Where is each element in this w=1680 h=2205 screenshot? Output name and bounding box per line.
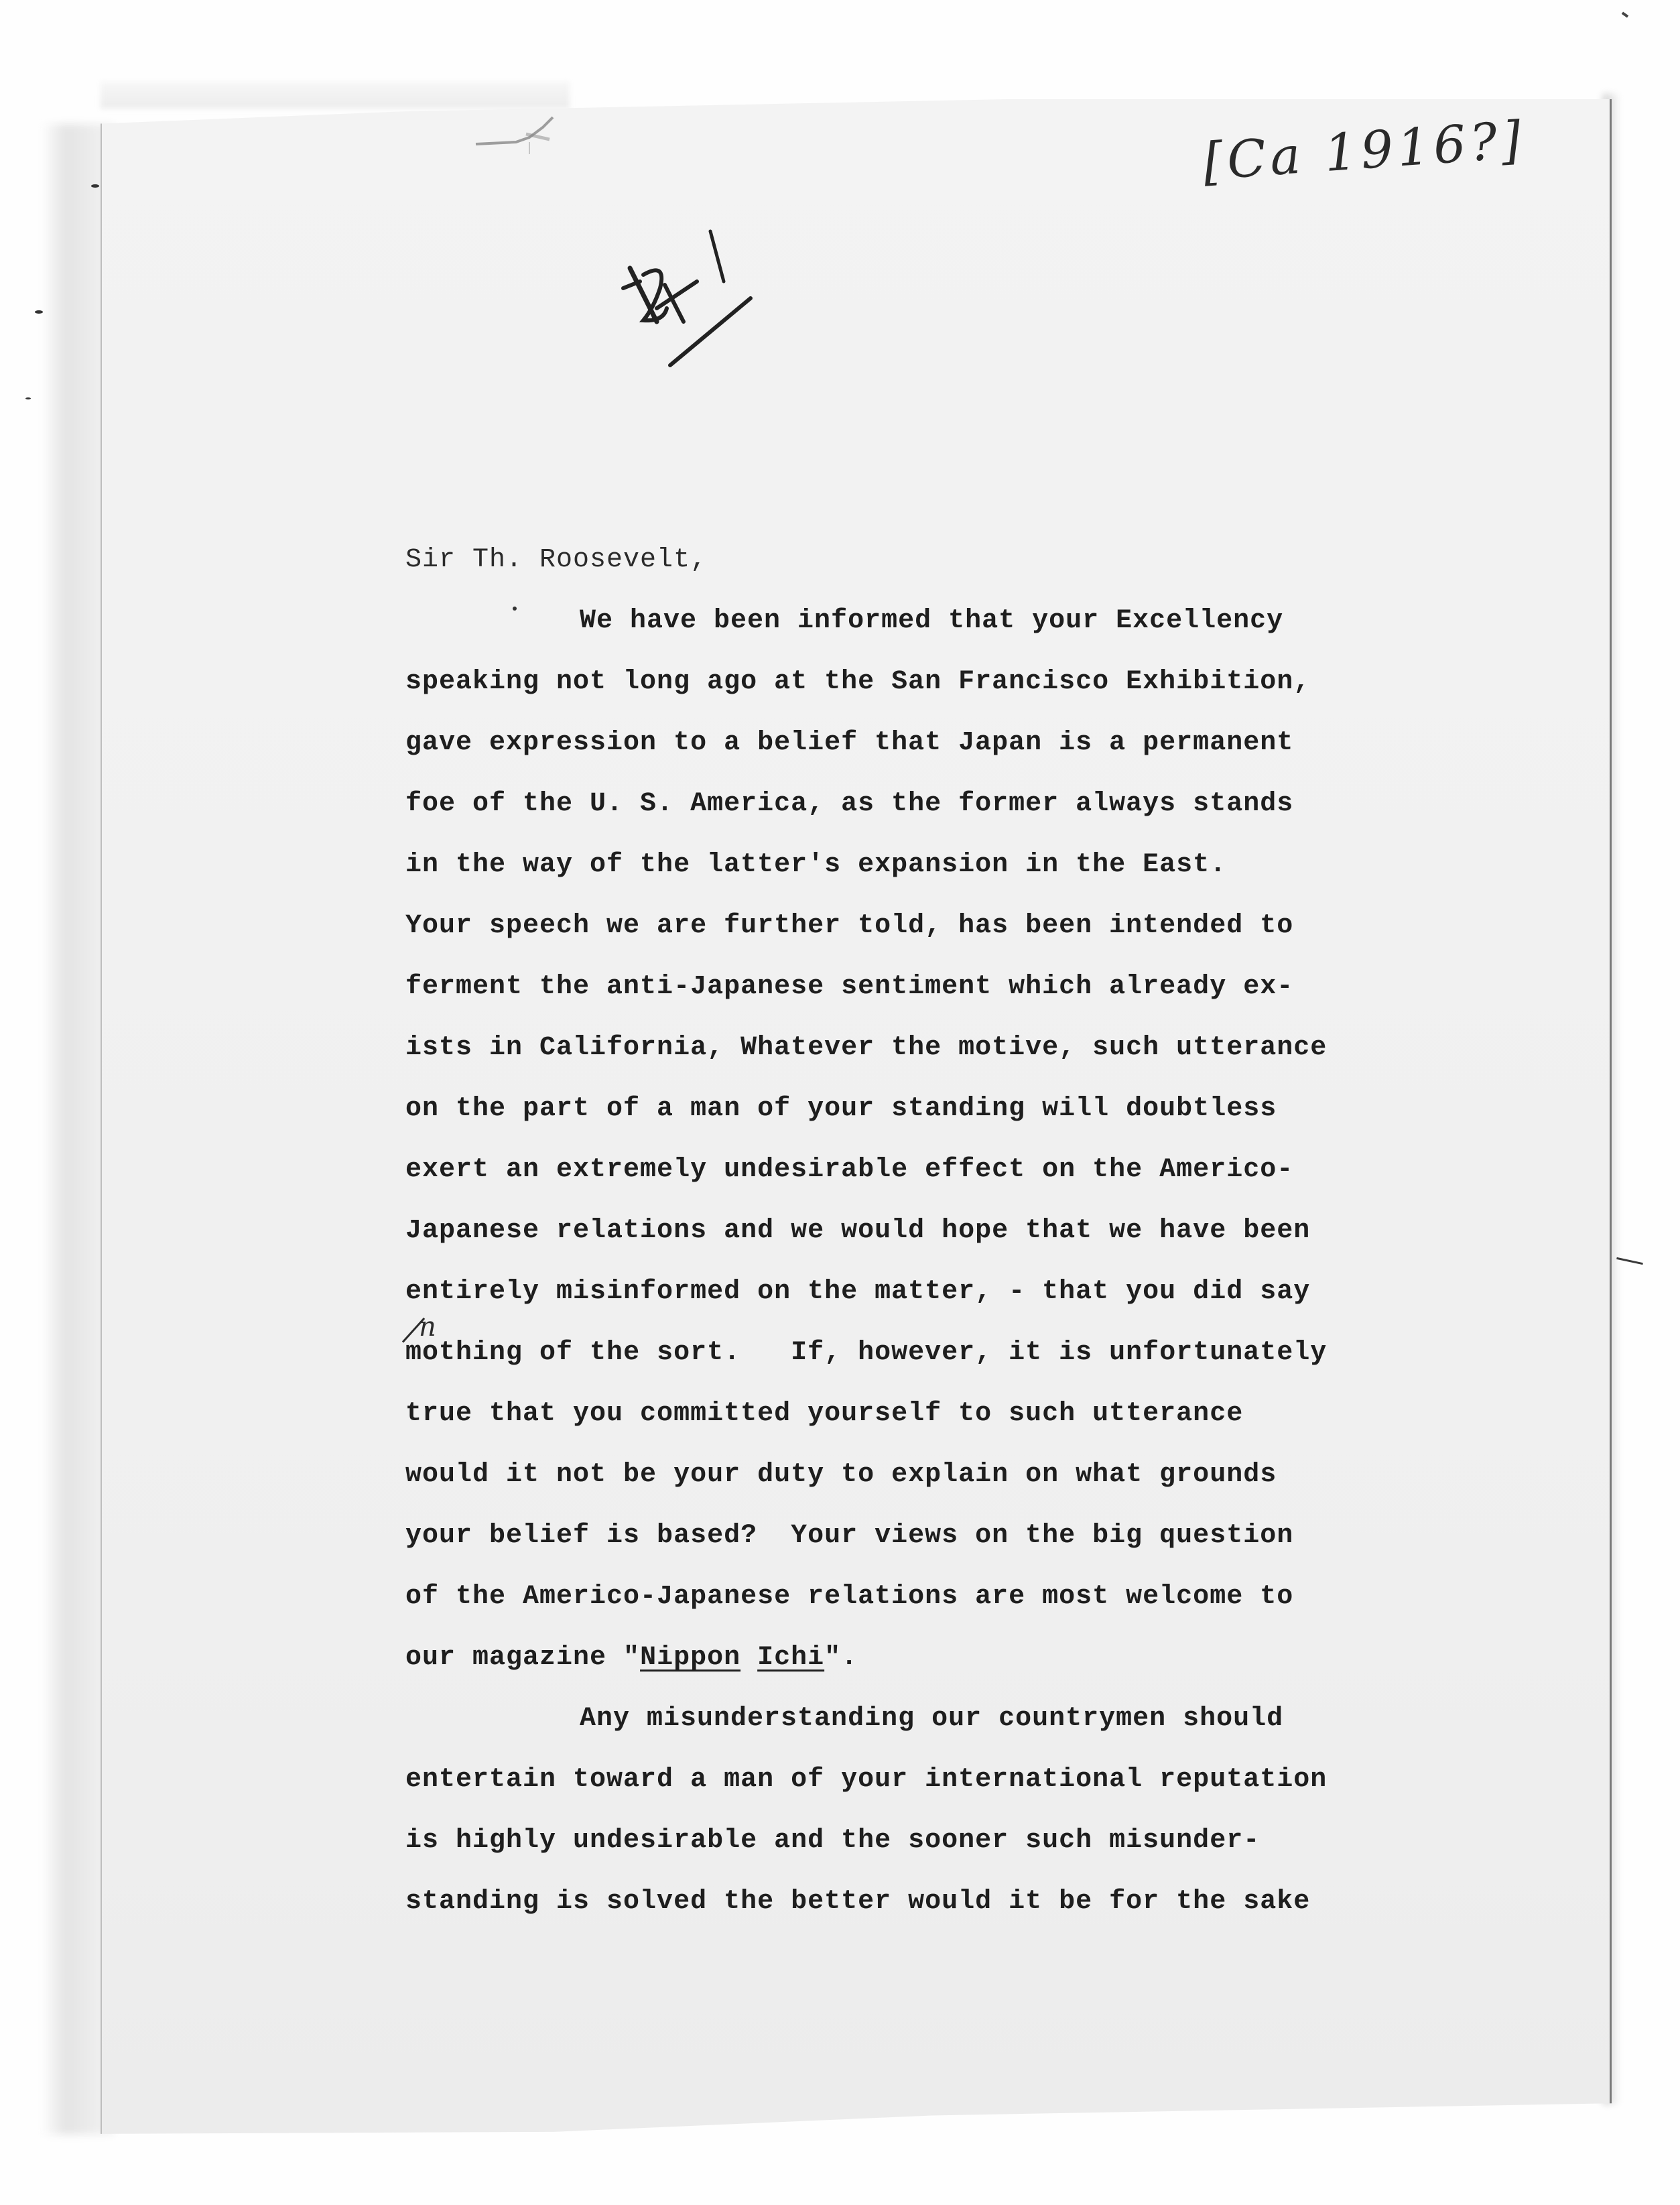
- text-line: We have been informed that your Excellency: [580, 606, 1284, 636]
- text-line: ists in California, Whatever the motive, such utterance: [405, 1033, 1328, 1063]
- text-line: of the Americo-Japanese relations are most welcome to: [405, 1582, 1294, 1612]
- text-line: Japanese relations and we would hope that we have been: [405, 1216, 1311, 1246]
- text-line: entertain toward a man of your international reputation: [405, 1765, 1328, 1795]
- ink-speck: [91, 184, 99, 188]
- text-line: speaking not long ago at the San Francisco Exhibition,: [405, 667, 1311, 697]
- magazine-suffix: ".: [824, 1643, 858, 1673]
- text-line: would it not be your duty to explain on what grounds: [405, 1460, 1277, 1490]
- text-line: on the part of a man of your standing will doubtless: [405, 1094, 1277, 1124]
- text-line: true that you committed yourself to such utterance: [405, 1399, 1244, 1429]
- text-line: Any misunderstanding our countrymen should: [580, 1704, 1284, 1734]
- magazine-line: [405, 1627, 1397, 1688]
- text-line: gave expression to a belief that Japan is a permanent: [405, 728, 1294, 758]
- magazine-title-word: Ichi: [757, 1643, 825, 1673]
- magazine-title-word: Nippon: [640, 1643, 741, 1673]
- text-line: in the way of the latter's expansion in the East.: [405, 850, 1227, 880]
- corrected-letter: [405, 1312, 437, 1383]
- text-line: foe of the U. S. America, as the former always stands: [405, 789, 1294, 819]
- salutation: Sir Th. Roosevelt,: [405, 545, 708, 575]
- text-line: Your speech we are further told, has been intended to: [405, 911, 1294, 941]
- magazine-prefix: our magazine ": [405, 1643, 641, 1673]
- handwritten-correction: n: [419, 1312, 437, 1342]
- text-line: entirely misinformed on the matter, - that you did say: [405, 1277, 1311, 1307]
- text-line: your belief is based? Your views on the big question: [405, 1521, 1294, 1551]
- handwritten-date-note: [Ca 1916?]: [1201, 109, 1527, 192]
- typed-letter: m: [405, 1338, 423, 1368]
- text-line: is highly undesirable and the sooner such misunder-: [405, 1826, 1261, 1856]
- handwritten-initials-mark-icon: [617, 221, 791, 375]
- text-line: exert an extremely undesirable effect on the Americo-: [405, 1155, 1294, 1185]
- underlying-page-top-edge: [101, 82, 570, 109]
- ink-speck: [35, 310, 43, 314]
- text-line: ferment the anti-Japanese sentiment which already ex-: [405, 972, 1294, 1002]
- paper-clip-mark-icon: [469, 107, 576, 154]
- text-line: standing is solved the better would it be for the sake: [405, 1887, 1311, 1917]
- ink-speck: [25, 397, 31, 399]
- line-rest: othing of the sort. If, however, it is unfortunately: [422, 1338, 1328, 1368]
- letter-body: [405, 529, 1397, 1932]
- space: [740, 1643, 757, 1673]
- corrected-text-line: [405, 1312, 1397, 1383]
